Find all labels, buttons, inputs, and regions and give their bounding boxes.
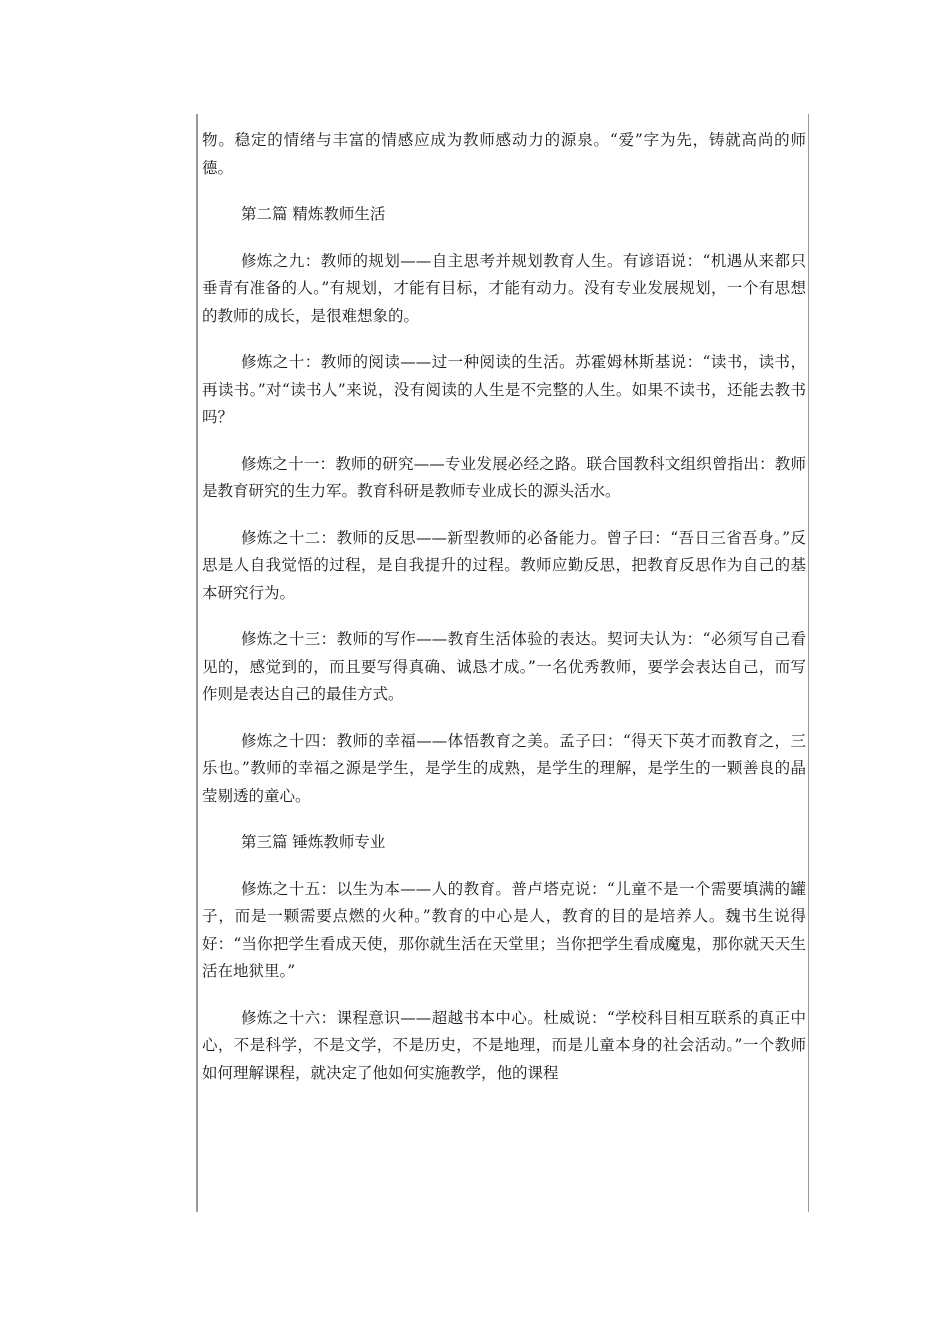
section-heading-part-three: 第三篇 锤炼教师专业	[241, 833, 386, 851]
paragraph-cultivation-11: 修炼之十一：教师的研究——专业发展必经之路。联合国教科文组织曾指出：教师是教育研究的生力军。教育科研是教师专业成长的源头活水。	[202, 454, 806, 500]
paragraph-cultivation-16: 修炼之十六：课程意识——超越书本中心。杜威说：“学校科目相互联系的真正中心，不是科学，不是文学，不是历史，不是地理，而是儿童本身的社会活动。”一个教师如何理解课程，就决定了他如何实施教学，他的课程	[202, 1008, 806, 1082]
paragraph-cultivation-14: 修炼之十四：教师的幸福——体悟教育之美。孟子曰：“得天下英才而教育之，三乐也。”教师的幸福之源是学生，是学生的成熟，是学生的理解，是学生的一颗善良的晶莹剔透的童心。	[202, 731, 806, 805]
document-content	[202, 127, 806, 1106]
paragraph-cultivation-15: 修炼之十五：以生为本——人的教育。普卢塔克说：“儿童不是一个需要填满的罐子，而是一颗需要点燃的火种。”教育的中心是人，教育的目的是培养人。魏书生说得好：“当你把学生看成天使，那你就生活在天堂里；当你把学生看成魔鬼，那你就天天生活在地狱里。”	[202, 879, 806, 980]
paragraph-cultivation-12: 修炼之十二：教师的反思——新型教师的必备能力。曾子曰：“吾日三省吾身。”反思是人自我觉悟的过程，是自我提升的过程。教师应勤反思，把教育反思作为自己的基本研究行为。	[202, 528, 806, 602]
section-heading-part-two: 第二篇 精炼教师生活	[241, 205, 386, 223]
paragraph-continuation: 物。稳定的情绪与丰富的情感应成为教师感动力的源泉。“爱”字为先，铸就高尚的师德。	[202, 131, 806, 177]
paragraph-cultivation-13: 修炼之十三：教师的写作——教育生活体验的表达。契诃夫认为：“必须写自己看见的，感觉到的，而且要写得真确、诚恳才成。”一名优秀教师，要学会表达自己，而写作则是表达自己的最佳方式。	[202, 630, 806, 703]
paragraph-cultivation-10: 修炼之十：教师的阅读——过一种阅读的生活。苏霍姆林斯基说：“读书，读书，再读书。”对“读书人”来说，没有阅读的人生是不完整的人生。如果不读书，还能去教书吗？	[202, 353, 806, 426]
paragraph-cultivation-9: 修炼之九：教师的规划——自主思考并规划教育人生。有谚语说：“机遇从来都只垂青有准备的人。”有规划，才能有目标，才能有动力。没有专业发展规划，一个有思想的教师的成长，是很难想象的。	[202, 251, 806, 325]
